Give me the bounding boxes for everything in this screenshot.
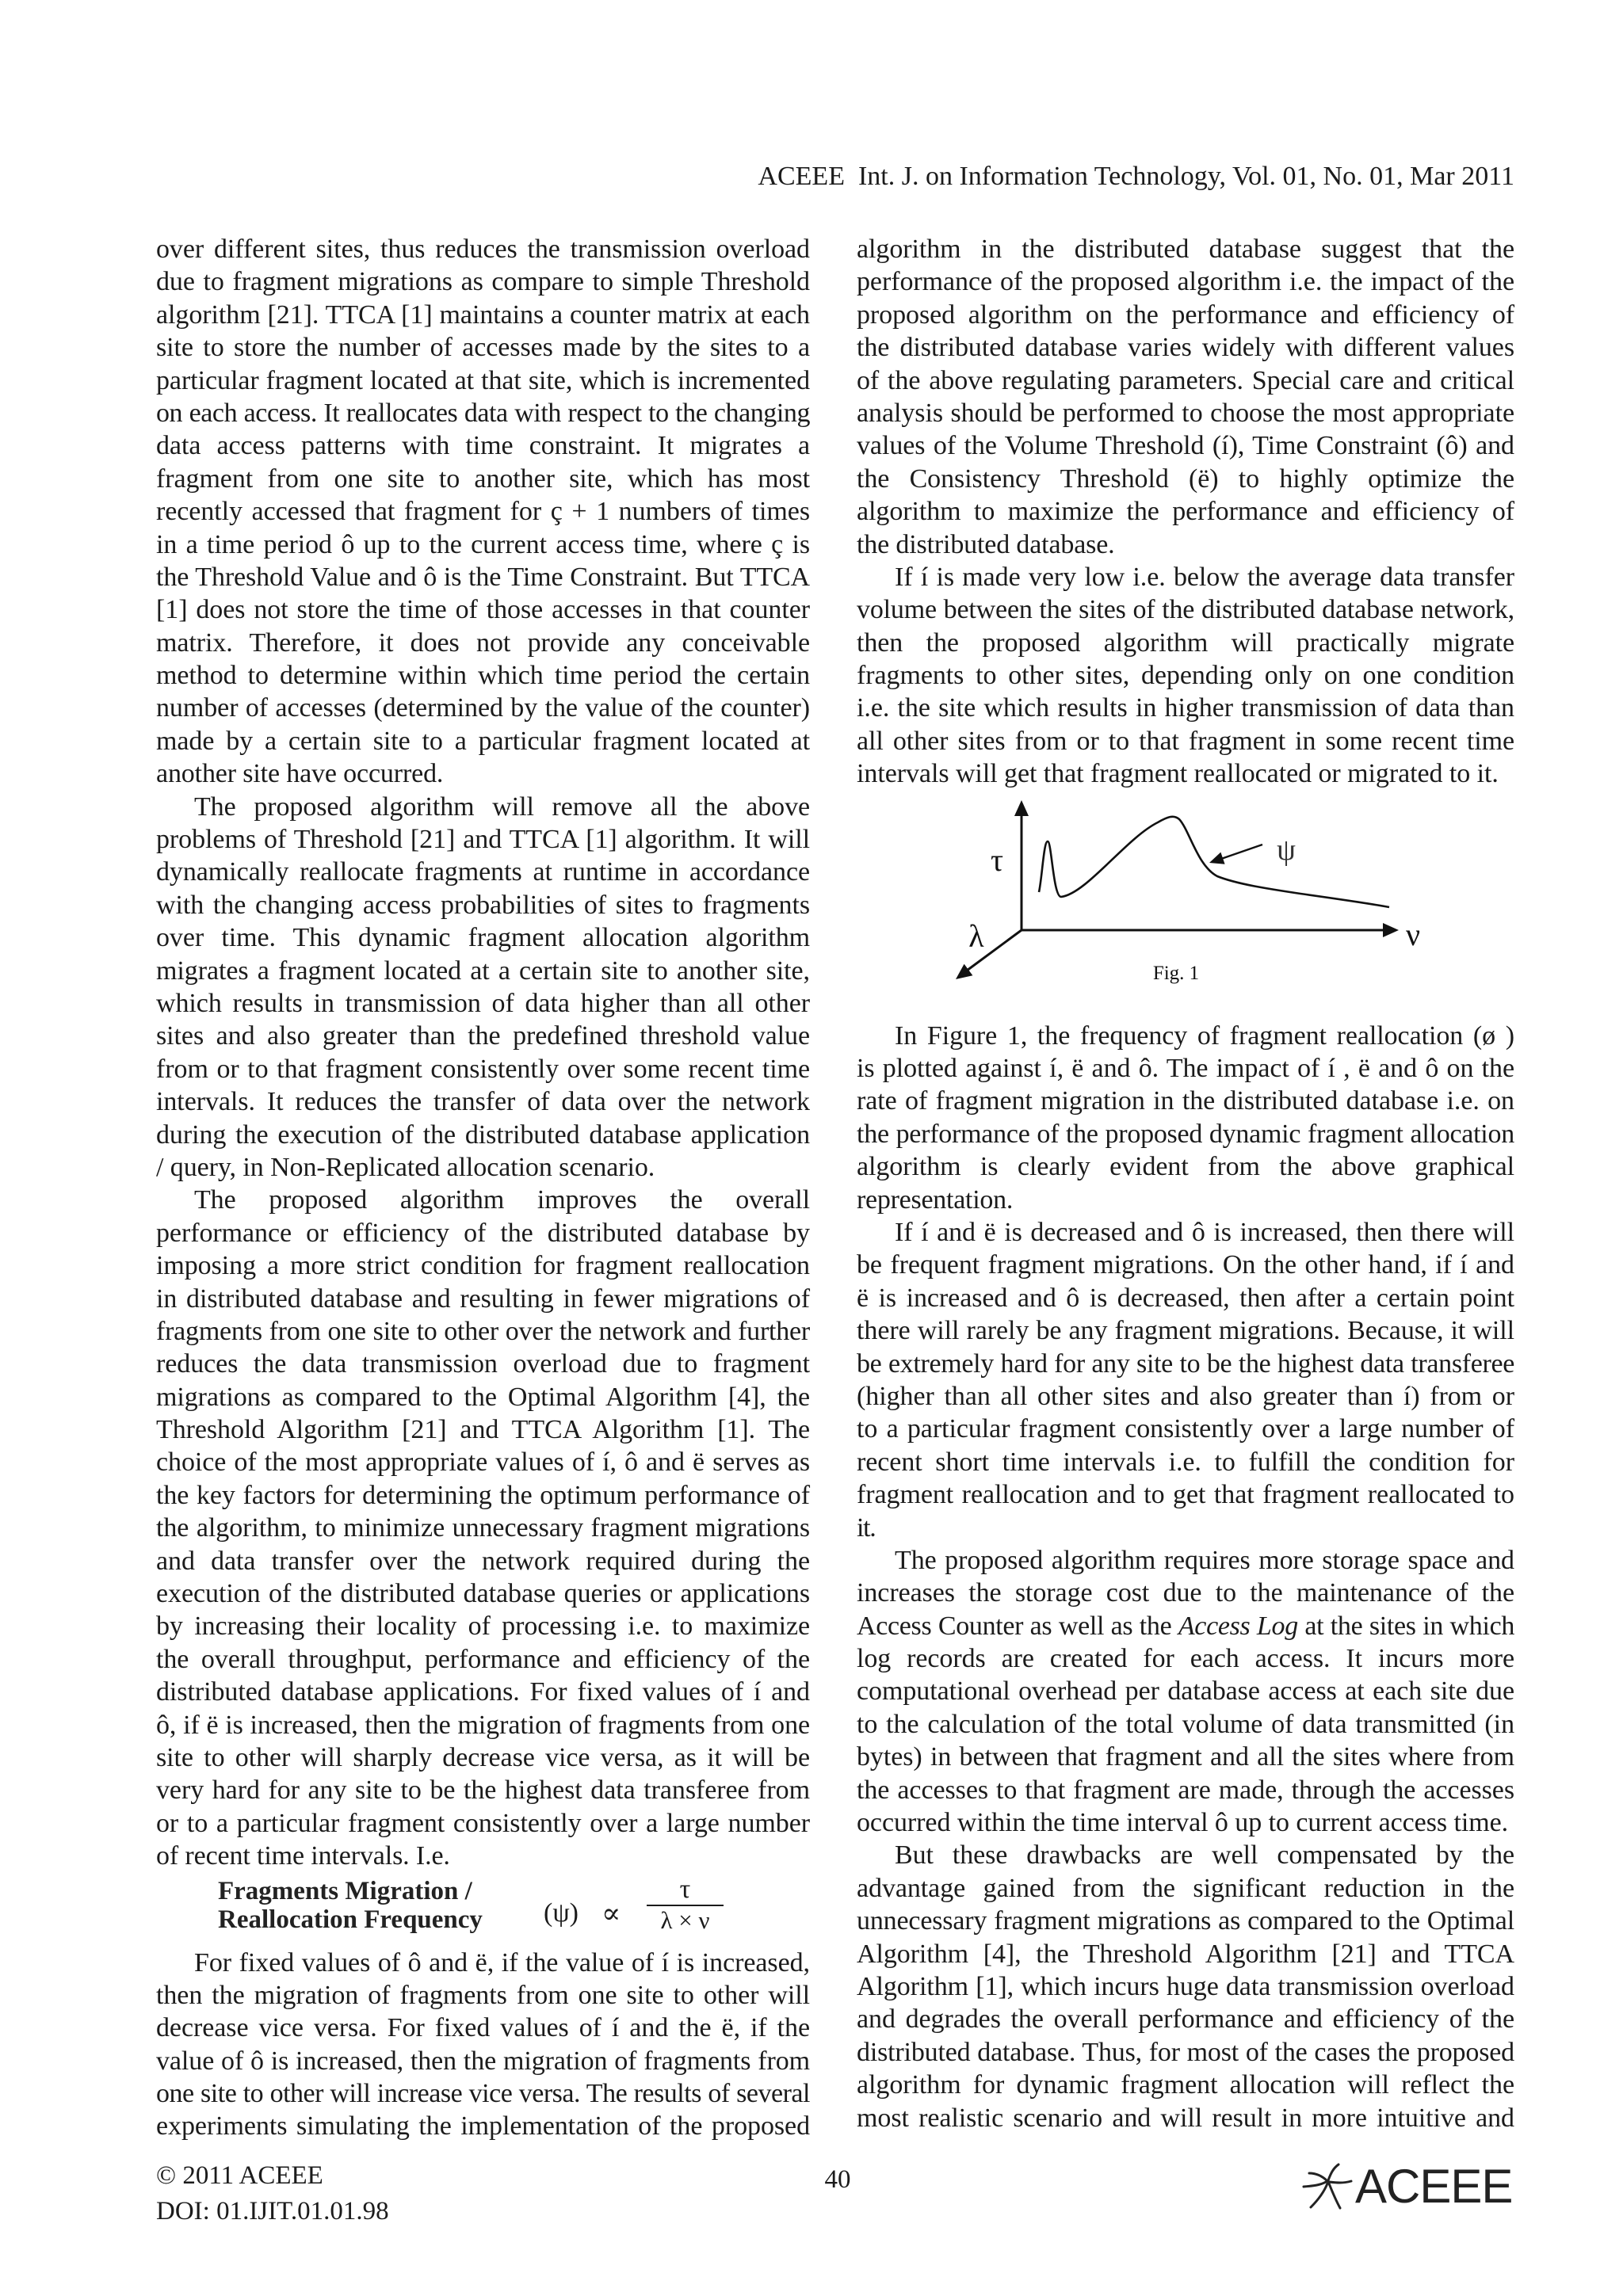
emphasized-term: Access Log [1178, 1611, 1298, 1641]
text-line: The proposed algorithm improves the overall [194, 1185, 810, 1215]
text-line: then the proposed algorithm will practically migrate [857, 627, 1514, 658]
paragraph [857, 561, 1514, 791]
text-line: computational overhead per database access at each site due [857, 1676, 1514, 1707]
text-line: problems of Threshold [21] and TTCA [1] algorithm. It will [156, 825, 810, 855]
depth-axis-arrowhead [956, 963, 972, 978]
text-line: fragments to other sites, depending only on one condition [857, 661, 1514, 691]
text-line: data access patterns with time constraint. It migrates a [156, 431, 810, 461]
text-line: In Figure 1, the frequency of fragment reallocation (ø ) [895, 1020, 1514, 1051]
equation-lhs-line-2: Reallocation Frequency [218, 1905, 483, 1934]
text-line: distributed database. Thus, for most of the cases the proposed [857, 2037, 1514, 2067]
text-line: log records are created for each access. It incurs more [857, 1644, 1514, 1674]
text-line: it. [857, 1512, 876, 1543]
text-run: Access Counter as well as the [857, 1611, 1178, 1641]
text-line: recently accessed that fragment for ç + 1 numbers of times [156, 497, 810, 527]
text-line: the algorithm, to minimize unnecessary fragment migrations [156, 1513, 810, 1543]
text-line: particular fragment located at that site, which is incremented [156, 365, 810, 395]
horizontal-axis-arrowhead [1383, 923, 1399, 937]
text-line: very hard for any site to be the highest data transferee from [156, 1775, 810, 1806]
text-line: intervals. It reduces the transfer of data over the network [156, 1087, 810, 1117]
text-line: increases the storage cost due to the maintenance of the [857, 1578, 1514, 1608]
running-head: ACEEE Int. J. on Information Technology, Vol. 01, No. 01, Mar 2011 [758, 162, 1514, 191]
figure-caption: Fig. 1 [1152, 962, 1200, 984]
text-line: values of the Volume Threshold (í), Time Constraint (ô) and [857, 431, 1514, 461]
text-line: Algorithm [1], which incurs huge data transmission overload [857, 1971, 1514, 2001]
text-line: fragment from one site to another site, which has most [156, 463, 810, 494]
text-line: performance of the proposed algorithm i.e. the impact of the [857, 267, 1514, 297]
text-line: rate of fragment migration in the distributed database i.e. on [857, 1086, 1514, 1116]
paragraph [857, 1544, 1514, 1840]
text-line: and degrades the overall performance and efficiency of the [857, 2004, 1514, 2035]
text-line: occurred within the time interval ô up to current access time. [857, 1808, 1509, 1838]
text-line: [1] does not store the time of those accesses in that counter [156, 595, 810, 625]
text-line: algorithm in the distributed database suggest that the [857, 235, 1514, 264]
text-line: on each access. It reallocates data with respect to the changing [156, 398, 810, 428]
paragraph [156, 791, 810, 1184]
text-line: in distributed database and resulting in fewer migrations of [156, 1283, 810, 1314]
paragraph [857, 233, 1514, 561]
text-line: sites and also greater than the predefined threshold value [156, 1021, 810, 1051]
text-line: algorithm to maximize the performance and efficiency of [857, 497, 1514, 527]
text-line: one site to other will increase vice versa. The results of several [156, 2079, 810, 2109]
text-line: value of ô is increased, then the migration of fragments from [156, 2046, 810, 2076]
text-line: the performance of the proposed dynamic fragment allocation [857, 1119, 1514, 1149]
text-line: experiments simulating the implementation of the proposed [156, 2111, 810, 2142]
text-line: which results in transmission of data higher than all other [156, 988, 810, 1018]
paragraph [857, 1839, 1514, 2134]
text-line: another site have occurred. [156, 759, 444, 789]
fraction-numerator: τ [679, 1874, 691, 1904]
paragraph [156, 1947, 810, 2143]
paragraph [857, 1216, 1514, 1544]
publisher-logo [1301, 2161, 1517, 2212]
text-line: i.e. the site which results in higher transmission of data than [857, 693, 1514, 723]
text-line: The proposed algorithm will remove all the above [194, 791, 810, 822]
copyright-notice: © 2011 ACEEE [156, 2161, 323, 2190]
text-line: Threshold Algorithm [21] and TTCA Algorithm [1]. The [156, 1415, 810, 1445]
curve-label: ψ [1277, 833, 1296, 867]
text-line: method to determine within which time period the certain [156, 661, 810, 691]
text-line: the Consistency Threshold (ë) to highly optimize the [857, 463, 1514, 494]
text-line: the accesses to that fragment are made, through the accesses [857, 1775, 1514, 1805]
vertical-axis-arrowhead [1014, 800, 1029, 816]
text-line: over time. This dynamic fragment allocation algorithm [156, 923, 810, 953]
logo-text: ACEEE [1355, 2160, 1513, 2213]
equation-fraction [647, 1876, 724, 1935]
text-line: the overall throughput, performance and efficiency of the [156, 1644, 810, 1674]
text-line: to a particular fragment consistently over a large number of [857, 1414, 1514, 1444]
text-line: be extremely hard for any site to be the highest data transferee [857, 1348, 1514, 1379]
horizontal-axis-label: ν [1405, 916, 1421, 952]
text-line: during the execution of the distributed database application [156, 1119, 810, 1150]
text-line: the distributed database varies widely with different values [857, 333, 1514, 363]
text-line: If í is made very low i.e. below the average data transfer [895, 562, 1514, 592]
text-line: or to a particular fragment consistently over a large number [156, 1808, 810, 1838]
text-line: over different sites, thus reduces the transmission overload [156, 235, 810, 264]
figure-1 [857, 791, 1514, 1020]
text-line: number of accesses (determined by the value of the counter) [156, 693, 810, 723]
text-line: The proposed algorithm requires more storage space and [895, 1545, 1514, 1575]
text-line: recent short time intervals i.e. to fulfill the condition for [857, 1447, 1514, 1477]
text-line: then the migration of fragments from one site to other will [156, 1980, 810, 2010]
text-line: site to store the number of accesses made by the sites to a [156, 333, 810, 363]
text-line: most realistic scenario and will result in more intuitive and [857, 2103, 1514, 2133]
text-run: at the sites in which [1297, 1611, 1515, 1641]
text-line: ë is increased and ô is decreased, then after a certain point [857, 1283, 1514, 1313]
text-line: there will rarely be any fragment migrations. Because, it will [857, 1316, 1514, 1346]
text-line: the key factors for determining the optimum performance of [156, 1480, 810, 1510]
proportional-to-sign: ∝ [601, 1897, 621, 1929]
text-line [857, 1610, 1514, 1642]
text-line: imposing a more strict condition for fragment reallocation [156, 1251, 810, 1281]
text-line: in a time period ô up to the current access time, where ç is [156, 529, 810, 559]
text-line: migrates a fragment located at a certain site to another site, [156, 955, 810, 986]
text-line: If í and ë is decreased and ô is increased, then there will [895, 1217, 1514, 1247]
curve-pointer-arrowhead [1209, 852, 1225, 864]
curve-pointer-arrow [1221, 845, 1262, 859]
page-number: 40 [824, 2165, 851, 2194]
text-line: by increasing their locality of processing i.e. to maximize [156, 1611, 810, 1642]
fraction-denominator: λ × ν [660, 1905, 710, 1934]
text-line: decrease vice versa. For fixed values of í and the ë, if the [156, 2013, 810, 2043]
vertical-axis-label: τ [990, 841, 1004, 878]
text-line: fragment reallocation and to get that fragment reallocated to [857, 1480, 1514, 1510]
text-line: from or to that fragment consistently over some recent time [156, 1054, 810, 1084]
text-line: But these drawbacks are well compensated by the [895, 1840, 1514, 1871]
text-line: be frequent fragment migrations. On the other hand, if í and [857, 1250, 1514, 1280]
text-line: representation. [857, 1184, 1014, 1215]
equation-lhs-line-1: Fragments Migration / [218, 1876, 472, 1905]
text-line: algorithm for dynamic fragment allocation will reflect the [857, 2070, 1514, 2100]
text-line: to the calculation of the total volume of data transmitted (in [857, 1709, 1514, 1739]
text-line: proposed algorithm on the performance and efficiency of [857, 299, 1514, 330]
text-line: matrix. Therefore, it does not provide any conceivable [156, 627, 810, 658]
text-line: due to fragment migrations as compare to simple Threshold [156, 267, 810, 297]
text-line: made by a certain site to a particular fragment located at [156, 726, 810, 756]
text-line: of recent time intervals. I.e. [156, 1841, 450, 1871]
text-line: ô, if ë is increased, then the migration of fragments from one [156, 1710, 810, 1740]
text-line: bytes) in between that fragment and all the sites where from [857, 1742, 1514, 1772]
text-line: the distributed database. [857, 529, 1115, 559]
text-line: all other sites from or to that fragment in some recent time [857, 726, 1514, 756]
text-line: dynamically reallocate fragments at runtime in accordance [156, 857, 810, 887]
text-line: reduces the data transmission overload due to fragment [156, 1349, 810, 1379]
text-line: algorithm is clearly evident from the above graphical [857, 1152, 1514, 1182]
text-line: execution of the distributed database queries or applications [156, 1579, 810, 1609]
text-line: Algorithm [4], the Threshold Algorithm [21] and TTCA [857, 1939, 1514, 1969]
text-line: algorithm [21]. TTCA [1] maintains a counter matrix at each [156, 299, 810, 330]
text-line: volume between the sites of the distributed database network, [857, 595, 1514, 625]
text-line: performance or efficiency of the distributed database by [156, 1218, 810, 1248]
text-line: and data transfer over the network required during the [156, 1546, 810, 1576]
equation-symbol: (ψ) [544, 1897, 579, 1928]
text-line: For fixed values of ô and ë, if the value of í is increased, [194, 1947, 810, 1978]
text-line: analysis should be performed to choose the most appropriate [857, 398, 1514, 428]
text-line: site to other will sharply decrease vice versa, as it will be [156, 1742, 810, 1772]
right-column [857, 233, 1514, 2134]
text-line: with the changing access probabilities of sites to fragments [156, 890, 810, 920]
text-line: migrations as compared to the Optimal Algorithm [4], the [156, 1382, 810, 1412]
doi: DOI: 01.IJIT.01.01.98 [156, 2197, 389, 2225]
left-column [156, 233, 810, 2143]
footer-info [156, 2158, 389, 2229]
text-line: intervals will get that fragment reallocated or migrated to it. [857, 759, 1499, 789]
text-line: is plotted against í, ë and ô. The impact of í , ë and ô on the [857, 1054, 1514, 1084]
text-line: of the above regulating parameters. Special care and critical [857, 365, 1514, 395]
text-line: advantage gained from the significant reduction in the [857, 1873, 1514, 1903]
text-line: / query, in Non-Replicated allocation scenario. [156, 1152, 655, 1182]
aceee-logo-icon [1301, 2163, 1354, 2210]
text-line: distributed database applications. For fixed values of í and [156, 1677, 810, 1707]
paragraph [857, 1020, 1514, 1216]
text-line: the Threshold Value and ô is the Time Constraint. But TTCA [156, 562, 810, 592]
proportionality-equation [156, 1873, 810, 1947]
paragraph [156, 1184, 810, 1872]
depth-axis-label: λ [968, 917, 984, 954]
text-line: fragments from one site to other over the network and further [156, 1316, 810, 1346]
paragraph [156, 233, 810, 791]
text-line: choice of the most appropriate values of í, ô and ë serves as [156, 1447, 810, 1478]
text-line: (higher than all other sites and also greater than í) from or [857, 1381, 1514, 1411]
text-line: unnecessary fragment migrations as compared to the Optimal [857, 1906, 1514, 1936]
figure-1-graph [857, 791, 1514, 1020]
